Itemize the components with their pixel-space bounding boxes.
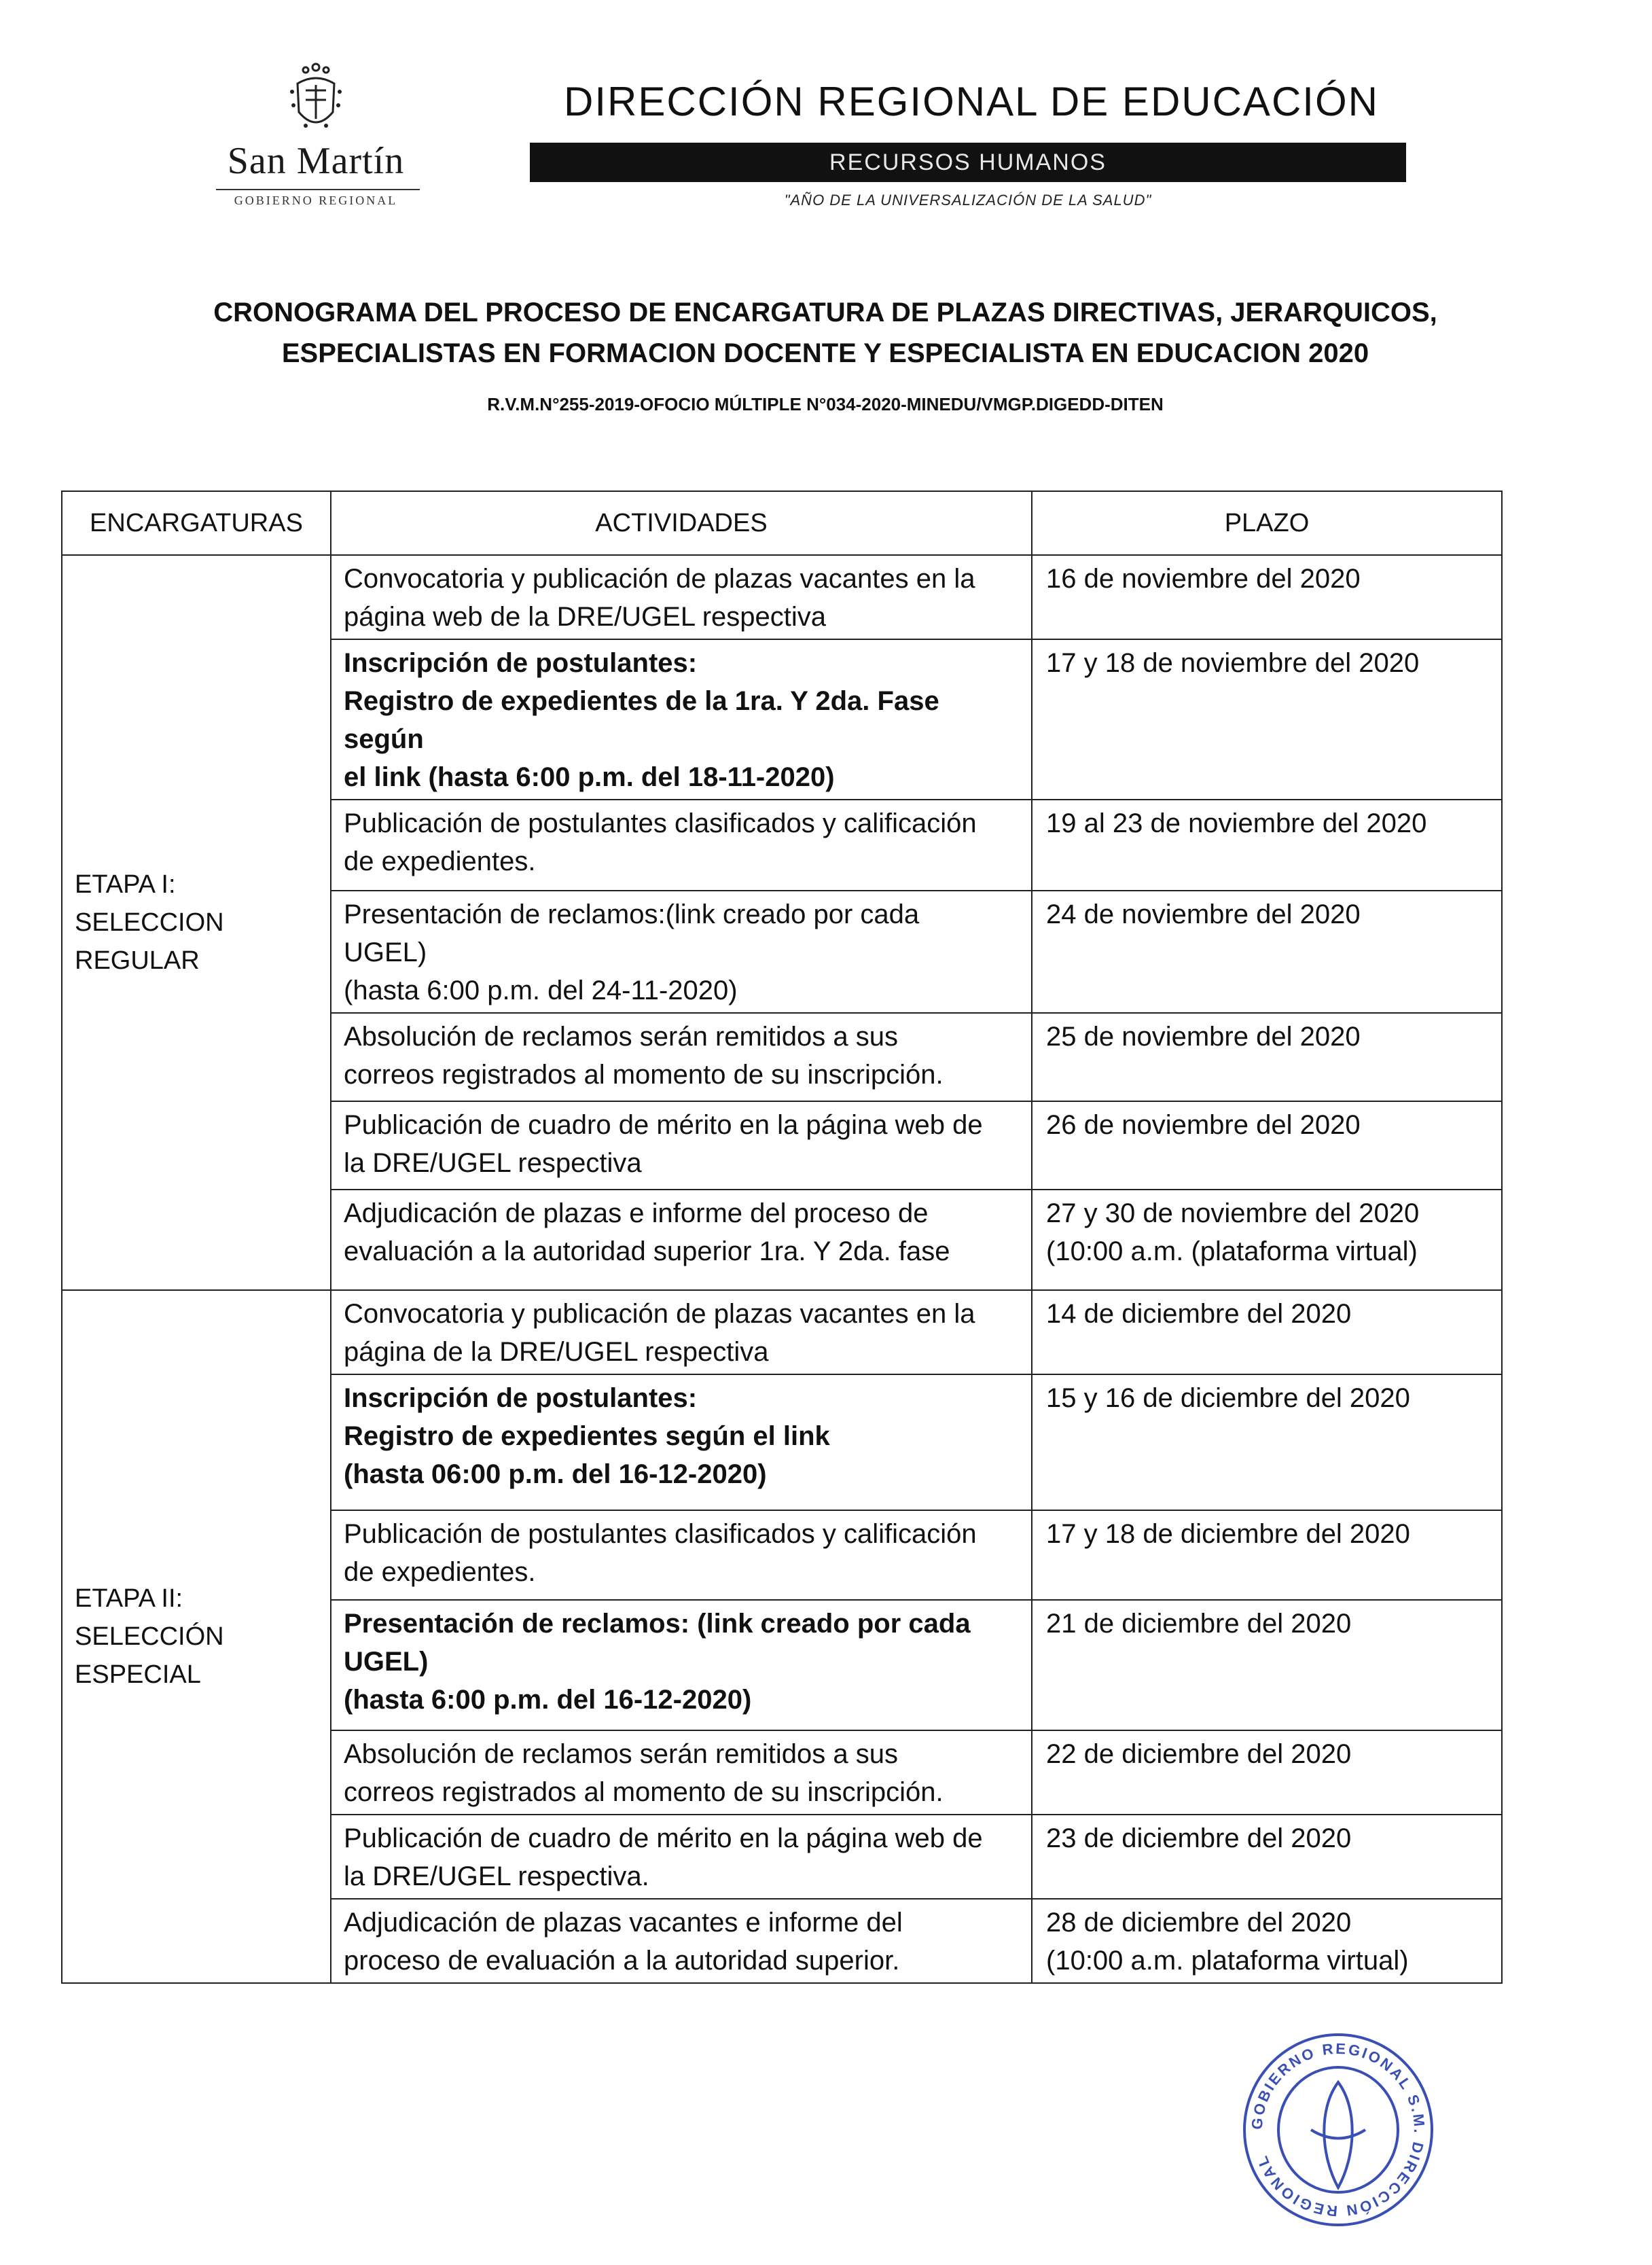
plazo-line: (10:00 a.m. plataforma virtual) — [1046, 1946, 1409, 1976]
logo-name: San Martín — [227, 140, 405, 182]
activity-line: de expedientes. — [344, 846, 536, 876]
coat-of-arms-icon — [285, 58, 346, 139]
activity-line: Convocatoria y publicación de plazas vacantes en la — [344, 1299, 975, 1329]
activity-line: Adjudicación de plazas e informe del proceso de — [344, 1198, 929, 1228]
stage-label — [62, 1290, 331, 1983]
official-stamp-icon — [1236, 2028, 1440, 2232]
stage-label — [62, 555, 331, 1290]
plazo-cell — [1032, 639, 1502, 800]
stamp-text: GOBIERNO REGIONAL S.M. DIRECCIÓN REGIONAL — [1248, 2039, 1429, 2220]
activity-line: el link (hasta 6:00 p.m. del 18-11-2020) — [344, 762, 835, 792]
plazo-line: 14 de diciembre del 2020 — [1046, 1299, 1352, 1329]
document-title — [136, 292, 1515, 374]
activity-line: Absolución de reclamos serán remitidos a sus — [344, 1022, 898, 1052]
table-row — [62, 555, 1502, 639]
plazo-line: 17 y 18 de noviembre del 2020 — [1046, 648, 1420, 678]
activity-line: Publicación de cuadro de mérito en la página web de — [344, 1823, 983, 1853]
activity-line: correos registrados al momento de su inscripción. — [344, 1060, 944, 1090]
plazo-cell — [1032, 1815, 1502, 1899]
activity-line: evaluación a la autoridad superior 1ra. Y 2da. fase — [344, 1236, 950, 1266]
logo-subtitle: GOBIERNO REGIONAL — [234, 194, 398, 207]
plazo-line: 28 de diciembre del 2020 — [1046, 1908, 1352, 1938]
plazo-line: 24 de noviembre del 2020 — [1046, 899, 1361, 929]
activity-line: Inscripción de postulantes: — [344, 1383, 698, 1413]
plazo-cell — [1032, 555, 1502, 639]
plazo-line: 22 de diciembre del 2020 — [1046, 1739, 1352, 1769]
activity-line: UGEL) — [344, 1647, 429, 1677]
plazo-cell — [1032, 1730, 1502, 1815]
plazo-line: (10:00 a.m. (plataforma virtual) — [1046, 1236, 1418, 1266]
schedule-table — [61, 491, 1503, 1984]
activity-line: Convocatoria y publicación de plazas vacantes en la — [344, 564, 975, 594]
plazo-cell — [1032, 1013, 1502, 1101]
activity-cell — [331, 555, 1032, 639]
document-title-line: CRONOGRAMA DEL PROCESO DE ENCARGATURA DE PLAZAS DIRECTIVAS, JERARQUICOS, — [213, 298, 1437, 327]
column-header-actividades: ACTIVIDADES — [331, 491, 1032, 555]
activity-cell — [331, 1290, 1032, 1374]
stage-label-line: ETAPA II: — [75, 1584, 183, 1613]
activity-cell — [331, 1815, 1032, 1899]
stage-label-line: REGULAR — [75, 946, 200, 975]
table-row — [62, 1290, 1502, 1374]
activity-cell — [331, 1101, 1032, 1190]
plazo-cell — [1032, 1290, 1502, 1374]
column-header-plazo: PLAZO — [1032, 491, 1502, 555]
column-header-encargaturas: ENCARGATURAS — [62, 491, 331, 555]
year-motto: "AÑO DE LA UNIVERSALIZACIÓN DE LA SALUD" — [784, 192, 1152, 209]
plazo-line: 27 y 30 de noviembre del 2020 — [1046, 1198, 1420, 1228]
plazo-line: 17 y 18 de diciembre del 2020 — [1046, 1519, 1410, 1549]
activity-line: Absolución de reclamos serán remitidos a sus — [344, 1739, 898, 1769]
activity-line: página de la DRE/UGEL respectiva — [344, 1337, 769, 1367]
activity-line: Registro de expedientes según el link — [344, 1421, 830, 1451]
activity-cell — [331, 1013, 1032, 1101]
activity-line: proceso de evaluación a la autoridad superior. — [344, 1946, 900, 1976]
activity-line: Publicación de cuadro de mérito en la página web de — [344, 1110, 983, 1140]
plazo-cell — [1032, 1374, 1502, 1510]
department-banner: RECURSOS HUMANOS — [530, 143, 1406, 182]
regional-government-logo — [204, 58, 435, 207]
activity-cell — [331, 800, 1032, 891]
plazo-line: 15 y 16 de diciembre del 2020 — [1046, 1383, 1410, 1413]
activity-line: correos registrados al momento de su inscripción. — [344, 1777, 944, 1807]
plazo-cell — [1032, 891, 1502, 1013]
activity-line: Publicación de postulantes clasificados y calificación — [344, 1519, 977, 1549]
activity-line: Adjudicación de plazas vacantes e informe del — [344, 1908, 903, 1938]
activity-cell — [331, 1510, 1032, 1600]
plazo-cell — [1032, 1510, 1502, 1600]
stage-label-line: ESPECIAL — [75, 1660, 201, 1689]
activity-line: Presentación de reclamos:(link creado por cada — [344, 899, 920, 929]
activity-cell — [331, 1374, 1032, 1510]
logo-divider — [216, 189, 420, 190]
table-header-row — [62, 491, 1502, 555]
stage-label-line: SELECCIÓN — [75, 1622, 224, 1651]
activity-cell — [331, 891, 1032, 1013]
activity-line: Registro de expedientes de la 1ra. Y 2da. Fase según — [344, 686, 939, 754]
plazo-line: 25 de noviembre del 2020 — [1046, 1022, 1361, 1052]
activity-line: (hasta 06:00 p.m. del 16-12-2020) — [344, 1459, 767, 1489]
plazo-line: 16 de noviembre del 2020 — [1046, 564, 1361, 594]
activity-cell — [331, 639, 1032, 800]
activity-line: la DRE/UGEL respectiva. — [344, 1861, 649, 1891]
activity-cell — [331, 1730, 1032, 1815]
document-title-line: ESPECIALISTAS EN FORMACION DOCENTE Y ESPECIALISTA EN EDUCACION 2020 — [281, 338, 1369, 368]
plazo-cell — [1032, 1600, 1502, 1730]
activity-line: (hasta 6:00 p.m. del 16-12-2020) — [344, 1685, 752, 1715]
plazo-line: 26 de noviembre del 2020 — [1046, 1110, 1361, 1140]
activity-cell — [331, 1899, 1032, 1983]
stage-label-line: SELECCION — [75, 908, 224, 937]
activity-line: UGEL) — [344, 938, 427, 967]
plazo-line: 19 al 23 de noviembre del 2020 — [1046, 808, 1427, 838]
plazo-line: 23 de diciembre del 2020 — [1046, 1823, 1352, 1853]
activity-cell — [331, 1190, 1032, 1290]
plazo-cell — [1032, 1101, 1502, 1190]
activity-line: Presentación de reclamos: (link creado por cada — [344, 1609, 971, 1639]
plazo-cell — [1032, 800, 1502, 891]
plazo-line: 21 de diciembre del 2020 — [1046, 1609, 1352, 1639]
plazo-cell — [1032, 1190, 1502, 1290]
institution-title: DIRECCIÓN REGIONAL DE EDUCACIÓN — [564, 79, 1379, 124]
activity-line: Inscripción de postulantes: — [344, 648, 698, 678]
stage-label-line: ETAPA I: — [75, 870, 176, 899]
activity-cell — [331, 1600, 1032, 1730]
activity-line: Publicación de postulantes clasificados y calificación — [344, 808, 977, 838]
plazo-cell — [1032, 1899, 1502, 1983]
legal-reference: R.V.M.N°255-2019-OFOCIO MÚLTIPLE N°034-2020-MINEDU/VMGP.DIGEDD-DITEN — [487, 394, 1164, 414]
activity-line: la DRE/UGEL respectiva — [344, 1148, 642, 1178]
activity-line: (hasta 6:00 p.m. del 24-11-2020) — [344, 976, 738, 1005]
activity-line: página web de la DRE/UGEL respectiva — [344, 602, 826, 632]
activity-line: de expedientes. — [344, 1557, 536, 1587]
